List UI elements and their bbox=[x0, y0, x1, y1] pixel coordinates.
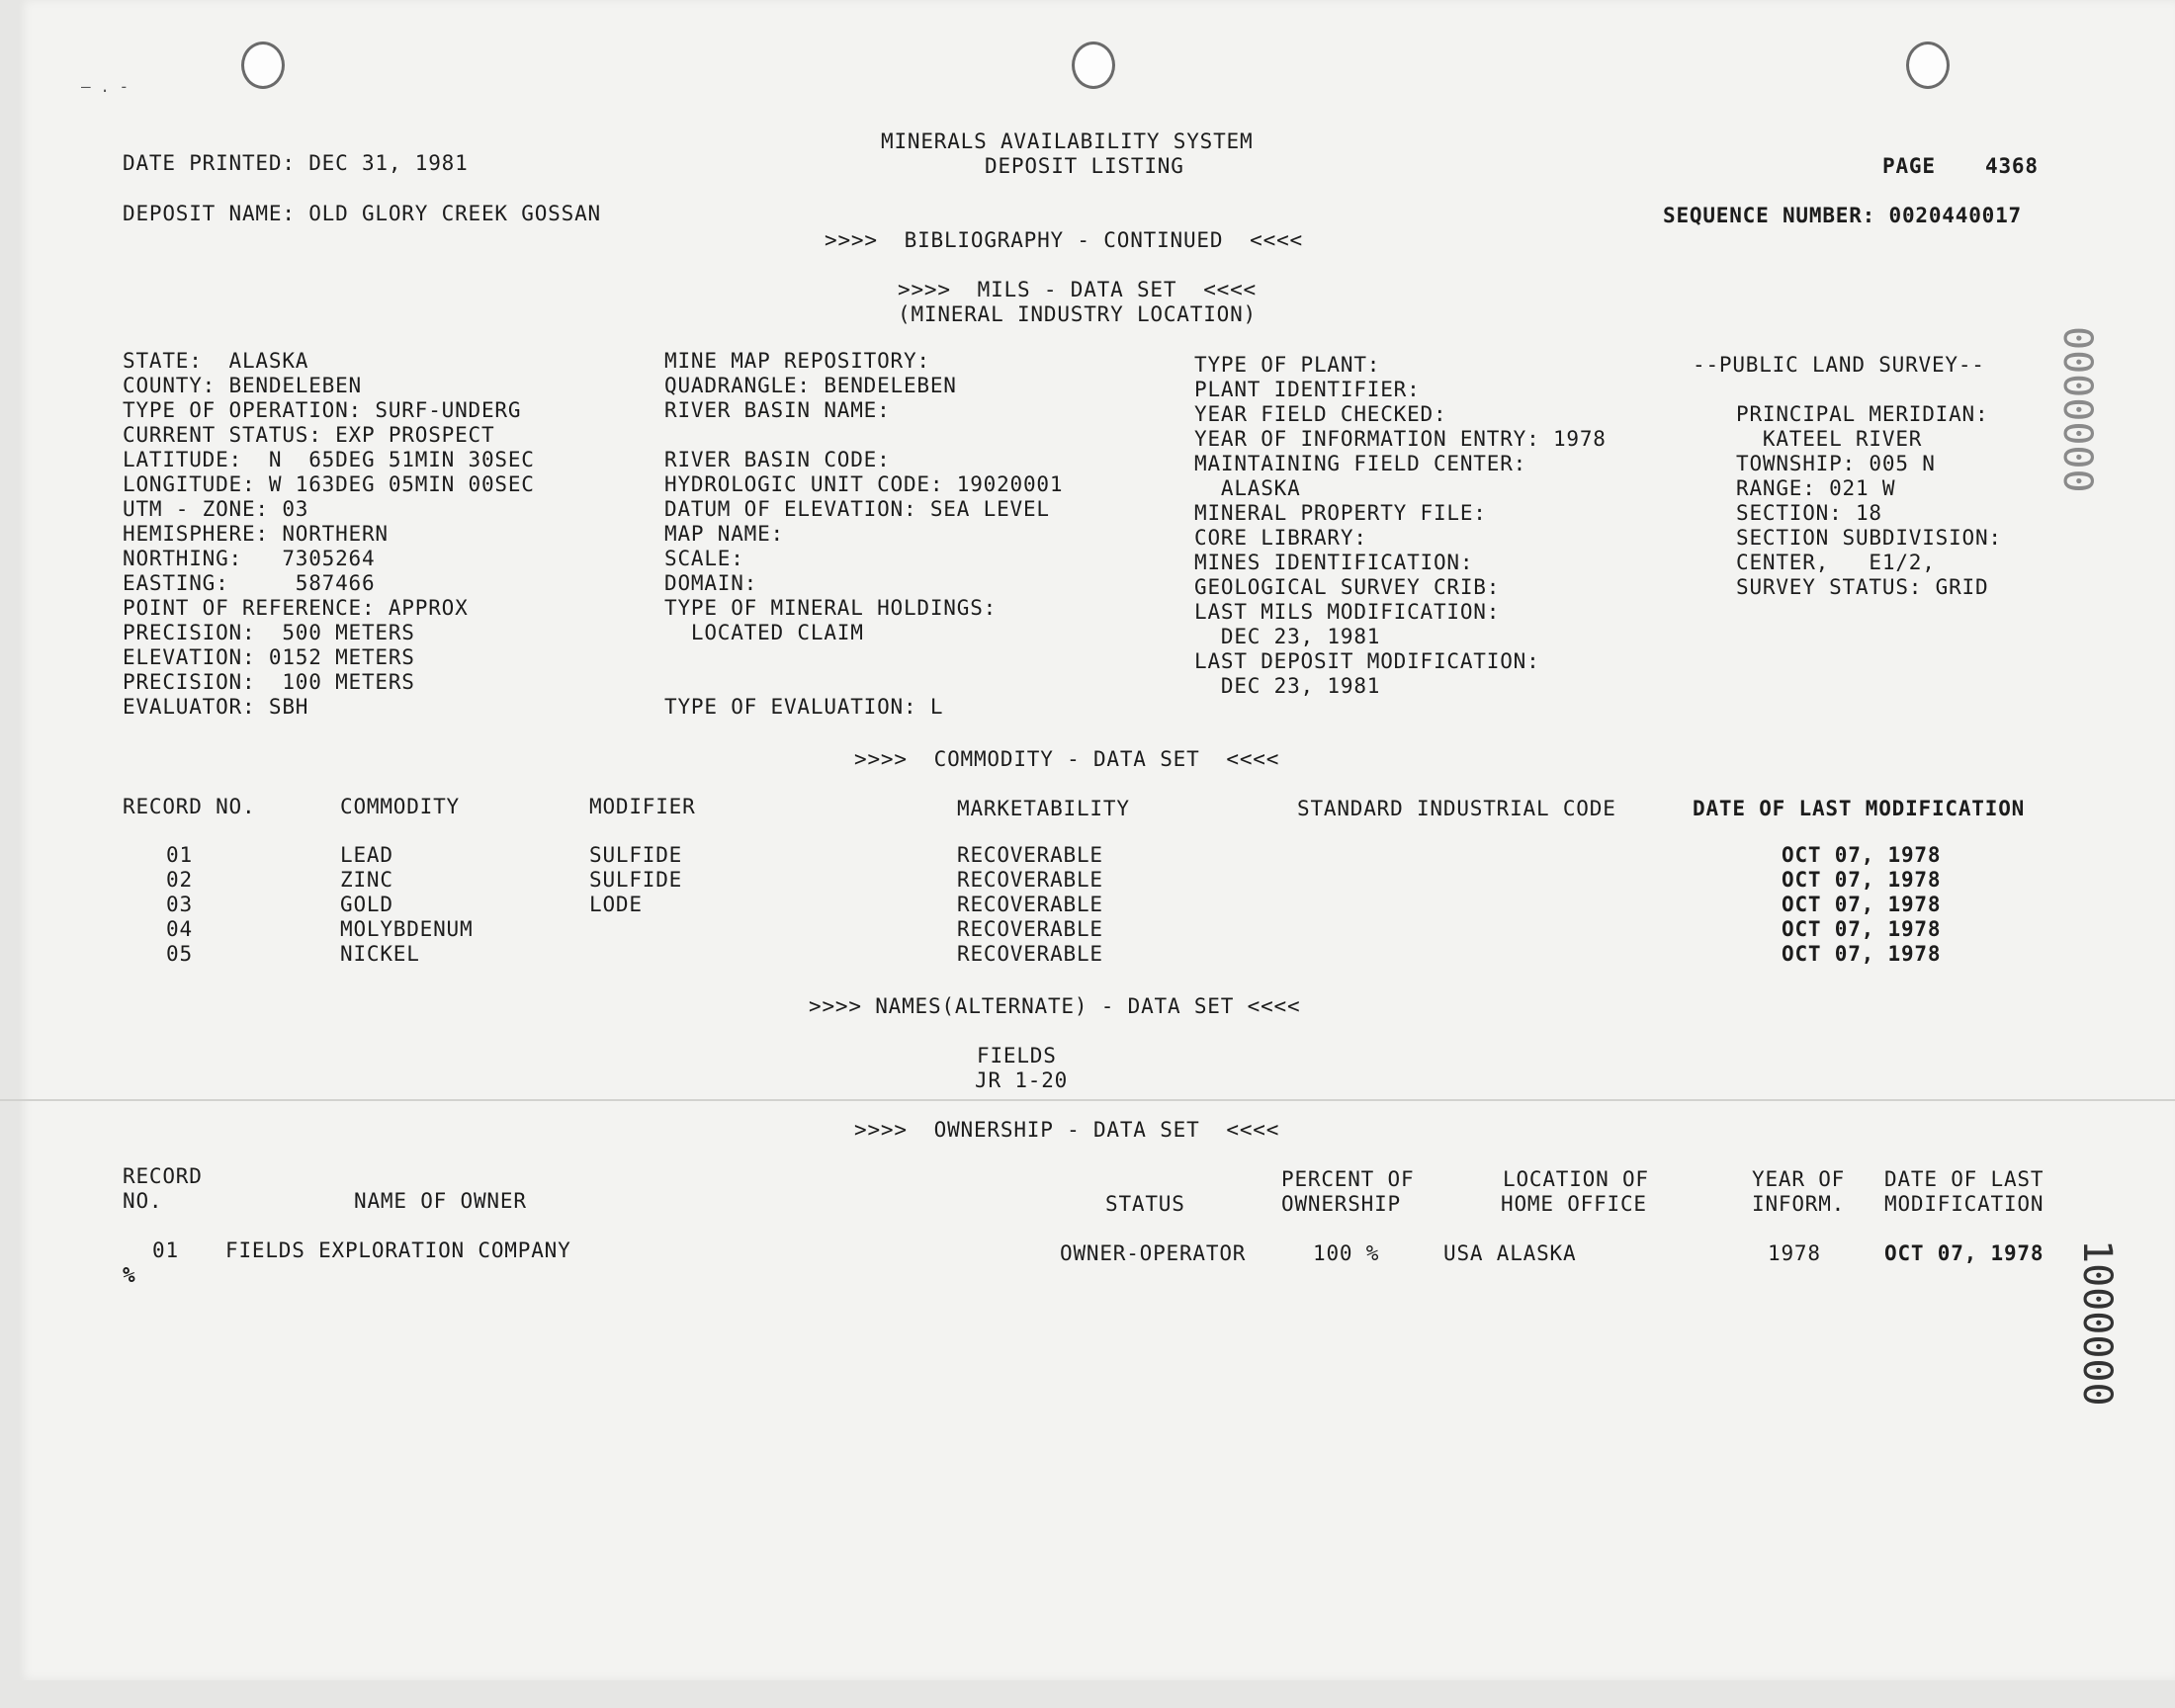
field-line: ALASKA bbox=[1194, 476, 1301, 500]
field-line: TYPE OF OPERATION: SURF-UNDERG bbox=[123, 398, 522, 422]
ownership-year: 1978 bbox=[1768, 1241, 1821, 1265]
ownership-header-date: MODIFICATION bbox=[1884, 1192, 2044, 1216]
field-line: COUNTY: BENDELEBEN bbox=[123, 374, 362, 397]
field-line: LAST DEPOSIT MODIFICATION: bbox=[1194, 649, 1540, 673]
field-line: PRINCIPAL MERIDIAN: bbox=[1736, 402, 1989, 426]
margin-mark-upper: 0000000 bbox=[2054, 326, 2100, 493]
field-line: MAINTAINING FIELD CENTER: bbox=[1194, 452, 1527, 475]
field-line: TYPE OF EVALUATION: L bbox=[664, 695, 944, 719]
ownership-date: OCT 07, 1978 bbox=[1884, 1241, 2044, 1265]
commodity-cell-date: OCT 07, 1978 bbox=[1782, 917, 1942, 941]
field-line: DEC 23, 1981 bbox=[1194, 674, 1381, 698]
commodity-cell-rec: 02 bbox=[166, 868, 193, 892]
field-line: RANGE: 021 W bbox=[1736, 476, 1896, 500]
field-line: CENTER, E1/2, bbox=[1736, 551, 1936, 574]
ownership-record-no: 01 bbox=[152, 1238, 179, 1262]
field-line: POINT OF REFERENCE: APPROX bbox=[123, 596, 469, 620]
commodity-cell-market: RECOVERABLE bbox=[957, 843, 1103, 867]
field-line: LOCATED CLAIM bbox=[664, 621, 864, 644]
field-line: MINES IDENTIFICATION: bbox=[1194, 551, 1474, 574]
ownership-header-record: NO. bbox=[123, 1189, 163, 1213]
commodity-header-sic: STANDARD INDUSTRIAL CODE bbox=[1297, 797, 1616, 820]
ownership-header-year: YEAR OF bbox=[1752, 1167, 1846, 1191]
commodity-header-commodity: COMMODITY bbox=[340, 795, 460, 818]
mils-heading: >>>> MILS - DATA SET <<<< bbox=[898, 278, 1257, 301]
page-fold-line bbox=[0, 1099, 2175, 1101]
ownership-header-percent: OWNERSHIP bbox=[1281, 1192, 1401, 1216]
field-line: ELEVATION: 0152 METERS bbox=[123, 645, 415, 669]
commodity-cell-commodity: ZINC bbox=[340, 868, 393, 892]
field-line: TOWNSHIP: 005 N bbox=[1736, 452, 1936, 475]
commodity-cell-market: RECOVERABLE bbox=[957, 868, 1103, 892]
ownership-header-owner: NAME OF OWNER bbox=[354, 1189, 527, 1213]
binder-hole-right bbox=[1906, 42, 1950, 89]
commodity-cell-market: RECOVERABLE bbox=[957, 917, 1103, 941]
commodity-cell-commodity: MOLYBDENUM bbox=[340, 917, 474, 941]
ownership-header-location: LOCATION OF bbox=[1503, 1167, 1649, 1191]
commodity-cell-modifier: SULFIDE bbox=[589, 868, 683, 892]
field-line: RIVER BASIN NAME: bbox=[664, 398, 891, 422]
alternate-name: FIELDS bbox=[977, 1044, 1057, 1068]
alternate-name: JR 1-20 bbox=[975, 1068, 1069, 1092]
field-line: EVALUATOR: SBH bbox=[123, 695, 309, 719]
commodity-cell-rec: 04 bbox=[166, 917, 193, 941]
margin-mark-lower: 1000000 bbox=[2074, 1239, 2120, 1407]
commodity-cell-market: RECOVERABLE bbox=[957, 893, 1103, 916]
pen-mark: ‒ . ‐ bbox=[81, 77, 130, 96]
public-land-survey-title: --PUBLIC LAND SURVEY-- bbox=[1693, 353, 1985, 377]
system-title: MINERALS AVAILABILITY SYSTEM bbox=[881, 129, 1254, 153]
field-line: SCALE: bbox=[664, 547, 744, 570]
field-line: SECTION: 18 bbox=[1736, 501, 1882, 525]
field-line: UTM - ZONE: 03 bbox=[123, 497, 309, 521]
commodity-cell-date: OCT 07, 1978 bbox=[1782, 942, 1942, 966]
commodity-cell-commodity: LEAD bbox=[340, 843, 393, 867]
commodity-cell-date: OCT 07, 1978 bbox=[1782, 893, 1942, 916]
ownership-header-record: RECORD bbox=[123, 1164, 203, 1188]
field-line: LAST MILS MODIFICATION: bbox=[1194, 600, 1501, 624]
ownership-location: USA ALASKA bbox=[1443, 1241, 1577, 1265]
field-line: YEAR OF INFORMATION ENTRY: 1978 bbox=[1194, 427, 1607, 451]
deposit-name: DEPOSIT NAME: OLD GLORY CREEK GOSSAN bbox=[123, 202, 601, 225]
commodity-cell-rec: 05 bbox=[166, 942, 193, 966]
ownership-heading: >>>> OWNERSHIP - DATA SET <<<< bbox=[854, 1118, 1280, 1142]
field-line: MINE MAP REPOSITORY: bbox=[664, 349, 930, 373]
field-line: STATE: ALASKA bbox=[123, 349, 309, 373]
end-of-record-mark: % bbox=[123, 1263, 136, 1287]
field-line: HEMISPHERE: NORTHERN bbox=[123, 522, 389, 546]
field-line: YEAR FIELD CHECKED: bbox=[1194, 402, 1447, 426]
date-printed: DATE PRINTED: DEC 31, 1981 bbox=[123, 151, 469, 175]
commodity-header-modifier: MODIFIER bbox=[589, 795, 696, 818]
page-label: PAGE bbox=[1882, 154, 1936, 178]
field-line: DEC 23, 1981 bbox=[1194, 625, 1381, 648]
commodity-header-date: DATE OF LAST MODIFICATION bbox=[1693, 797, 2026, 820]
ownership-header-location: HOME OFFICE bbox=[1501, 1192, 1647, 1216]
field-line: LONGITUDE: W 163DEG 05MIN 00SEC bbox=[123, 472, 535, 496]
field-line: SURVEY STATUS: GRID bbox=[1736, 575, 1989, 599]
field-line: CORE LIBRARY: bbox=[1194, 526, 1367, 550]
field-line: PRECISION: 500 METERS bbox=[123, 621, 415, 644]
commodity-cell-market: RECOVERABLE bbox=[957, 942, 1103, 966]
sequence-number: SEQUENCE NUMBER: 0020440017 bbox=[1663, 204, 2022, 227]
ownership-status: OWNER-OPERATOR bbox=[1060, 1241, 1247, 1265]
field-line: DATUM OF ELEVATION: SEA LEVEL bbox=[664, 497, 1050, 521]
binder-hole-center bbox=[1072, 42, 1115, 89]
commodity-header-record: RECORD NO. bbox=[123, 795, 256, 818]
field-line: KATEEL RIVER bbox=[1736, 427, 1923, 451]
ownership-header-percent: PERCENT OF bbox=[1281, 1167, 1415, 1191]
listing-title: DEPOSIT LISTING bbox=[985, 154, 1184, 178]
ownership-header-year: INFORM. bbox=[1752, 1192, 1846, 1216]
field-line: HYDROLOGIC UNIT CODE: 19020001 bbox=[664, 472, 1064, 496]
commodity-cell-rec: 01 bbox=[166, 843, 193, 867]
field-line: RIVER BASIN CODE: bbox=[664, 448, 891, 471]
field-line: SECTION SUBDIVISION: bbox=[1736, 526, 2002, 550]
binder-hole-left bbox=[241, 42, 285, 89]
field-line: GEOLOGICAL SURVEY CRIB: bbox=[1194, 575, 1501, 599]
commodity-cell-commodity: GOLD bbox=[340, 893, 393, 916]
field-line: PRECISION: 100 METERS bbox=[123, 670, 415, 694]
field-line: NORTHING: 7305264 bbox=[123, 547, 376, 570]
field-line: DOMAIN: bbox=[664, 571, 758, 595]
field-line: CURRENT STATUS: EXP PROSPECT bbox=[123, 423, 495, 447]
field-line: QUADRANGLE: BENDELEBEN bbox=[664, 374, 957, 397]
ownership-owner-name: FIELDS EXPLORATION COMPANY bbox=[225, 1238, 571, 1262]
page-number: 4368 bbox=[1985, 154, 2039, 178]
field-line: TYPE OF PLANT: bbox=[1194, 353, 1381, 377]
ownership-percent: 100 % bbox=[1313, 1241, 1380, 1265]
ownership-header-date: DATE OF LAST bbox=[1884, 1167, 2044, 1191]
field-line: LATITUDE: N 65DEG 51MIN 30SEC bbox=[123, 448, 535, 471]
field-line: MAP NAME: bbox=[664, 522, 784, 546]
commodity-cell-rec: 03 bbox=[166, 893, 193, 916]
commodity-cell-date: OCT 07, 1978 bbox=[1782, 843, 1942, 867]
field-line: TYPE OF MINERAL HOLDINGS: bbox=[664, 596, 998, 620]
field-line: EASTING: 587466 bbox=[123, 571, 376, 595]
names-heading: >>>> NAMES(ALTERNATE) - DATA SET <<<< bbox=[809, 994, 1301, 1018]
commodity-cell-commodity: NICKEL bbox=[340, 942, 420, 966]
commodity-cell-modifier: SULFIDE bbox=[589, 843, 683, 867]
commodity-heading: >>>> COMMODITY - DATA SET <<<< bbox=[854, 747, 1280, 771]
ownership-header-status: STATUS bbox=[1105, 1192, 1185, 1216]
field-line: MINERAL PROPERTY FILE: bbox=[1194, 501, 1487, 525]
commodity-header-marketability: MARKETABILITY bbox=[957, 797, 1130, 820]
bibliography-heading: >>>> BIBLIOGRAPHY - CONTINUED <<<< bbox=[825, 228, 1303, 252]
field-line: PLANT IDENTIFIER: bbox=[1194, 378, 1421, 401]
commodity-cell-modifier: LODE bbox=[589, 893, 643, 916]
commodity-cell-date: OCT 07, 1978 bbox=[1782, 868, 1942, 892]
mils-subheading: (MINERAL INDUSTRY LOCATION) bbox=[898, 302, 1257, 326]
